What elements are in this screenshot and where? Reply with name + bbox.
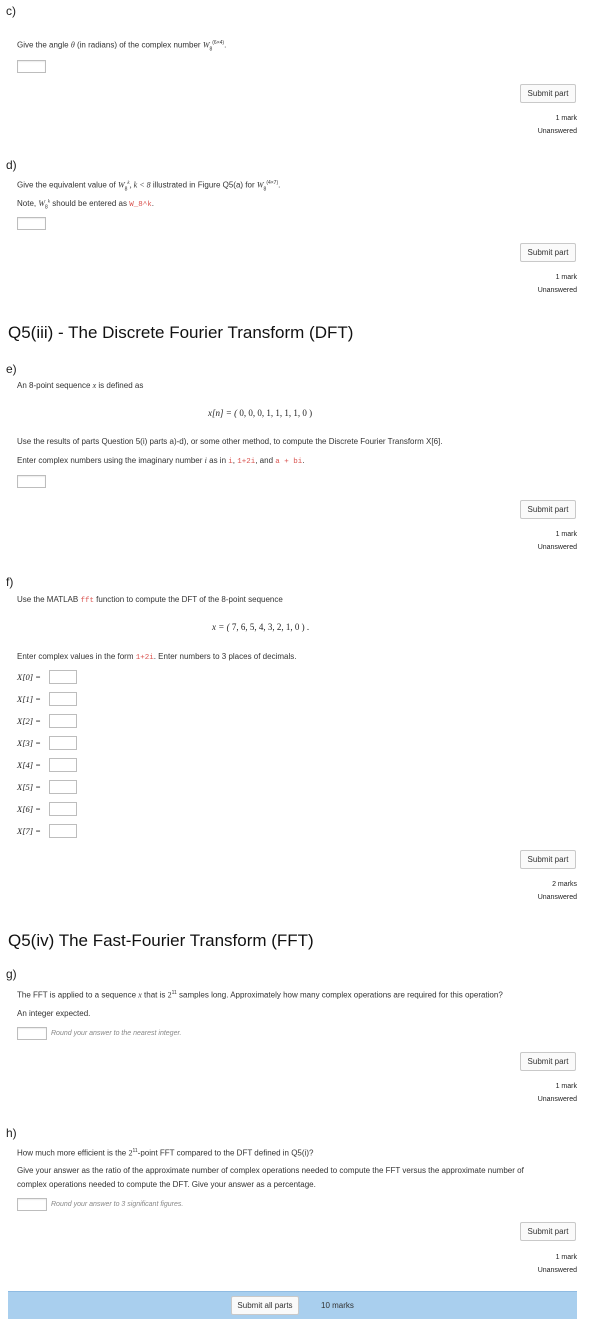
submit-all-bar [8,1291,577,1319]
part-f-marks: 2 marks [552,881,577,888]
part-c-prompt: Give the angle θ (in radians) of the complex number $W_8^{(6\times 4)}$. [17,40,227,53]
part-d-submit-button[interactable]: Submit part [520,243,576,262]
output-input-x7[interactable] [49,824,77,838]
part-d-marks: 1 mark [555,274,577,281]
part-h-label: h) [6,1126,17,1140]
section-iv-heading: Q5(iv) The Fast-Fourier Transform (FFT) [8,931,314,950]
part-g-marks: 1 mark [555,1083,577,1090]
part-g-status: Unanswered [537,1096,577,1103]
part-g-label: g) [6,967,17,981]
part-f-status: Unanswered [537,894,577,901]
output-input-x6[interactable] [49,802,77,816]
section-iii-heading: Q5(iii) - The Discrete Fourier Transform (DFT) [8,323,354,342]
output-label-x7: X[7] = [17,826,41,836]
part-c-marks: 1 mark [555,115,577,122]
part-h-prompt-line3: complex operations needed to compute the DFT. Give your answer as a percentage. [17,1180,316,1189]
output-input-x1[interactable] [49,692,77,706]
output-input-x4[interactable] [49,758,77,772]
part-c-label: c) [6,4,16,18]
part-g-prompt-line1: The FFT is applied to a sequence x that is $2^{11}$ samples long. Approximately how many complex operations are required for this operation? [17,990,503,1000]
part-h-hint: Round your answer to 3 significant figures. [51,1201,184,1208]
part-h-marks: 1 mark [555,1254,577,1261]
output-label-x2: X[2] = [17,716,41,726]
part-c-submit-button[interactable]: Submit part [520,84,576,103]
part-c-status: Unanswered [537,128,577,135]
output-input-x2[interactable] [49,714,77,728]
output-input-x0[interactable] [49,670,77,684]
part-f-submit-button[interactable]: Submit part [520,850,576,869]
part-f-label: f) [6,575,14,589]
output-input-x5[interactable] [49,780,77,794]
part-g-submit-button[interactable]: Submit part [520,1052,576,1071]
part-e-submit-button[interactable]: Submit part [520,500,576,519]
part-d-label: d) [6,158,17,172]
part-e-prompt-line2: Use the results of parts Question 5(i) parts a)-d), or some other method, to compute the Discrete Fourier Transform X[6]. [17,437,443,446]
part-g-answer-input[interactable] [17,1027,47,1040]
output-input-x3[interactable] [49,736,77,750]
output-label-x0: X[0] = [17,672,41,682]
part-e-prompt-line3: Enter complex numbers using the imaginary number i as in i, 1+2i, and a + bi. [17,456,305,466]
part-f-sequence-equation: x = ( 7, 6, 5, 4, 3, 2, 1, 0 ) . [212,622,310,632]
part-e-sequence-equation: x[n] = ( 0, 0, 0, 1, 1, 1, 1, 0 ) [208,408,313,418]
part-e-marks: 1 mark [555,531,577,538]
part-e-answer-input[interactable] [17,475,46,488]
total-marks: 10 marks [321,1301,354,1310]
part-h-submit-button[interactable]: Submit part [520,1222,576,1241]
part-e-label: e) [6,362,17,376]
part-d-prompt-line2: Note, $W_8^k$ should be entered as W_8^k. [17,199,154,211]
part-h-status: Unanswered [537,1267,577,1274]
output-label-x4: X[4] = [17,760,41,770]
part-d-answer-input[interactable] [17,217,46,230]
part-d-status: Unanswered [537,287,577,294]
output-label-x5: X[5] = [17,782,41,792]
submit-all-parts-button[interactable]: Submit all parts [231,1296,299,1315]
part-g-hint: Round your answer to the nearest integer. [51,1030,182,1037]
part-h-prompt-line1: How much more efficient is the $2^{11}$-point FFT compared to the DFT defined in Q5(i)? [17,1148,314,1158]
output-label-x1: X[1] = [17,694,41,704]
output-label-x6: X[6] = [17,804,41,814]
part-e-prompt-line1: An 8-point sequence x is defined as [17,381,144,390]
part-d-prompt-line1: Give the equivalent value of $W_8^k$, k < 8 illustrated in Figure Q5(a) for $W_8^{(4\times 7)}$. [17,180,281,193]
part-f-prompt-line2: Enter complex values in the form 1+2i. Enter numbers to 3 places of decimals. [17,652,297,662]
part-h-prompt-line2: Give your answer as the ratio of the approximate number of complex operations needed to compute the FFT versus the approximate number of [17,1166,524,1175]
part-e-status: Unanswered [537,544,577,551]
part-g-prompt-line2: An integer expected. [17,1009,91,1018]
part-f-prompt-line1: Use the MATLAB fft function to compute the DFT of the 8-point sequence [17,595,283,605]
output-label-x3: X[3] = [17,738,41,748]
part-c-answer-input[interactable] [17,60,46,73]
part-h-answer-input[interactable] [17,1198,47,1211]
